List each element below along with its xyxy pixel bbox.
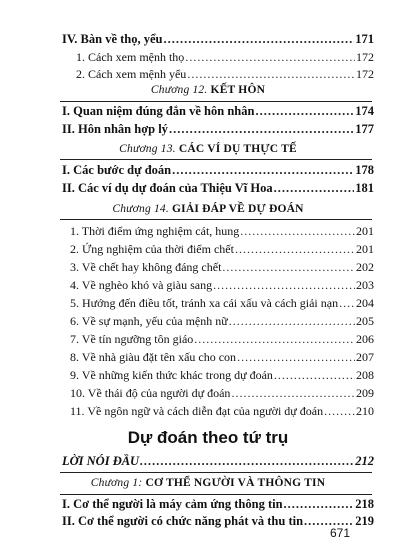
toc-entry-page: 172 (356, 67, 374, 81)
toc-entry-page: 201 (356, 242, 374, 256)
chapter-heading (0, 203, 416, 215)
toc-entry-page: 207 (356, 350, 374, 364)
leader-dots (172, 163, 354, 178)
toc-entry-label: II. Hôn nhân hợp lý (62, 122, 168, 136)
toc-entry-label: LỜI NÓI ĐẦU (62, 454, 140, 468)
chapter-title: CÁC VÍ DỤ THỰC TẾ (178, 143, 297, 155)
toc-entry-page: 174 (355, 104, 374, 118)
chapter-heading (0, 84, 416, 96)
toc-entry-label: 11. Về ngôn ngữ và cách diễn đạt của người dự đoán (70, 404, 324, 418)
toc-entry-page: 212 (355, 454, 374, 468)
toc-entry-label: IV. Bàn về thọ, yểu (62, 32, 163, 46)
toc-entry (70, 404, 374, 419)
toc-entry (70, 296, 374, 311)
leader-dots (213, 278, 355, 293)
toc-entry-label: 3. Về chết hay không đáng chết (70, 260, 222, 274)
toc-entry-page: 205 (356, 314, 374, 328)
leader-dots (231, 386, 355, 401)
chapter-title: GIẢI ĐÁP VỀ DỰ ĐOÁN (172, 203, 304, 215)
chapter-title: CƠ THỂ NGƯỜI VÀ THÔNG TIN (145, 477, 326, 489)
toc-entry (62, 104, 374, 119)
toc-entry (70, 350, 374, 365)
toc-entry-page: 201 (356, 224, 374, 238)
leader-dots (222, 260, 355, 275)
toc-entry-label: 1. Thời điểm ứng nghiệm cát, hung (70, 224, 240, 238)
chapter-heading (0, 143, 416, 155)
chapter-number: Chương 12. (150, 84, 208, 96)
leader-dots (194, 332, 355, 347)
toc-entry-label: 6. Về sự mạnh, yếu của mệnh nữ (70, 314, 228, 328)
toc-entry (70, 278, 374, 293)
page-number: 671 (329, 526, 350, 540)
divider (60, 494, 372, 495)
toc-entry-label: II. Các ví dụ dự đoán của Thiệu Vĩ Hoa (62, 181, 273, 195)
toc-entry (62, 32, 374, 47)
leader-dots (255, 104, 354, 119)
toc-entry-label: 1. Cách xem mệnh thọ (76, 50, 185, 64)
toc-entry-page: 172 (356, 50, 374, 64)
toc-entry (70, 260, 374, 275)
leader-dots (274, 368, 355, 383)
toc-entry-page: 177 (355, 122, 374, 136)
divider (60, 101, 372, 102)
leader-dots (235, 242, 355, 257)
toc-entry-page: 202 (356, 260, 374, 274)
toc-entry-label: I. Các bước dự đoán (62, 163, 172, 177)
part-title: Dự đoán theo tứ trụ (127, 428, 289, 447)
toc-entry-label: I. Cơ thể người là máy cảm ứng thông tin (62, 497, 283, 511)
toc-entry-label: 8. Về nhà giàu đặt tên xấu cho con (70, 350, 237, 364)
leader-dots (324, 404, 355, 419)
toc-entry-page: 218 (355, 497, 374, 511)
toc-entry-label: 10. Về thái độ của người dự đoán (70, 386, 231, 400)
toc-entry-label: II. Cơ thể người có chức năng phát và thu tin (62, 514, 304, 528)
toc-entry-page: 171 (355, 32, 374, 46)
toc-entry-page: 178 (355, 163, 374, 177)
toc-entry-label: 5. Hướng đến điều tốt, tránh xa cái xấu và cách giải nạn (70, 296, 339, 310)
toc-entry-page: 219 (355, 514, 374, 528)
toc-entry-label: I. Quan niệm đúng đắn về hôn nhân (62, 104, 255, 118)
toc-entry (70, 242, 374, 257)
toc-subentry (76, 50, 374, 65)
chapter-number: Chương 13. (119, 143, 176, 155)
leader-dots (185, 50, 355, 65)
chapter-title: KẾT HÔN (210, 84, 266, 96)
toc-entry-page: 181 (355, 181, 374, 195)
divider (60, 159, 372, 160)
toc-entry (70, 224, 374, 239)
leader-dots (187, 67, 355, 82)
toc-entry (62, 163, 374, 178)
leader-dots (274, 181, 355, 196)
toc-entry (70, 332, 374, 347)
toc-entry (70, 368, 374, 383)
toc-entry-label: 7. Về tín ngưỡng tôn giáo (70, 332, 194, 346)
toc-entry-page: 206 (356, 332, 374, 346)
toc-entry-label: 4. Về nghèo khó và giàu sang (70, 278, 213, 292)
divider (60, 472, 372, 473)
toc-entry (62, 454, 374, 469)
leader-dots (169, 122, 354, 137)
toc-entry-page: 209 (356, 386, 374, 400)
toc-entry-label: 2. Ứng nghiệm của thời điểm chết (70, 242, 234, 256)
toc-entry (62, 497, 374, 512)
toc-entry-page: 208 (356, 368, 374, 382)
leader-dots (140, 454, 354, 469)
chapter-number: Chương 14. (112, 203, 169, 215)
toc-entry (62, 514, 374, 529)
leader-dots (339, 296, 355, 311)
toc-entry-page: 210 (356, 404, 374, 418)
leader-dots (229, 314, 355, 329)
leader-dots (237, 350, 355, 365)
toc-entry-page: 203 (356, 278, 374, 292)
toc-entry (70, 386, 374, 401)
toc-entry (62, 181, 374, 196)
leader-dots (284, 497, 355, 512)
toc-entry-label: 2. Cách xem mệnh yểu (76, 67, 187, 81)
leader-dots (163, 32, 354, 47)
divider (60, 219, 372, 220)
toc-entry-page: 204 (356, 296, 374, 310)
toc-entry (70, 314, 374, 329)
toc-entry (62, 122, 374, 137)
chapter-number: Chương 1: (90, 477, 143, 489)
toc-entry-label: 9. Về những kiến thức khác trong dự đoán (70, 368, 273, 382)
leader-dots (240, 224, 355, 239)
chapter-heading (0, 477, 416, 489)
toc-subentry (76, 67, 374, 82)
